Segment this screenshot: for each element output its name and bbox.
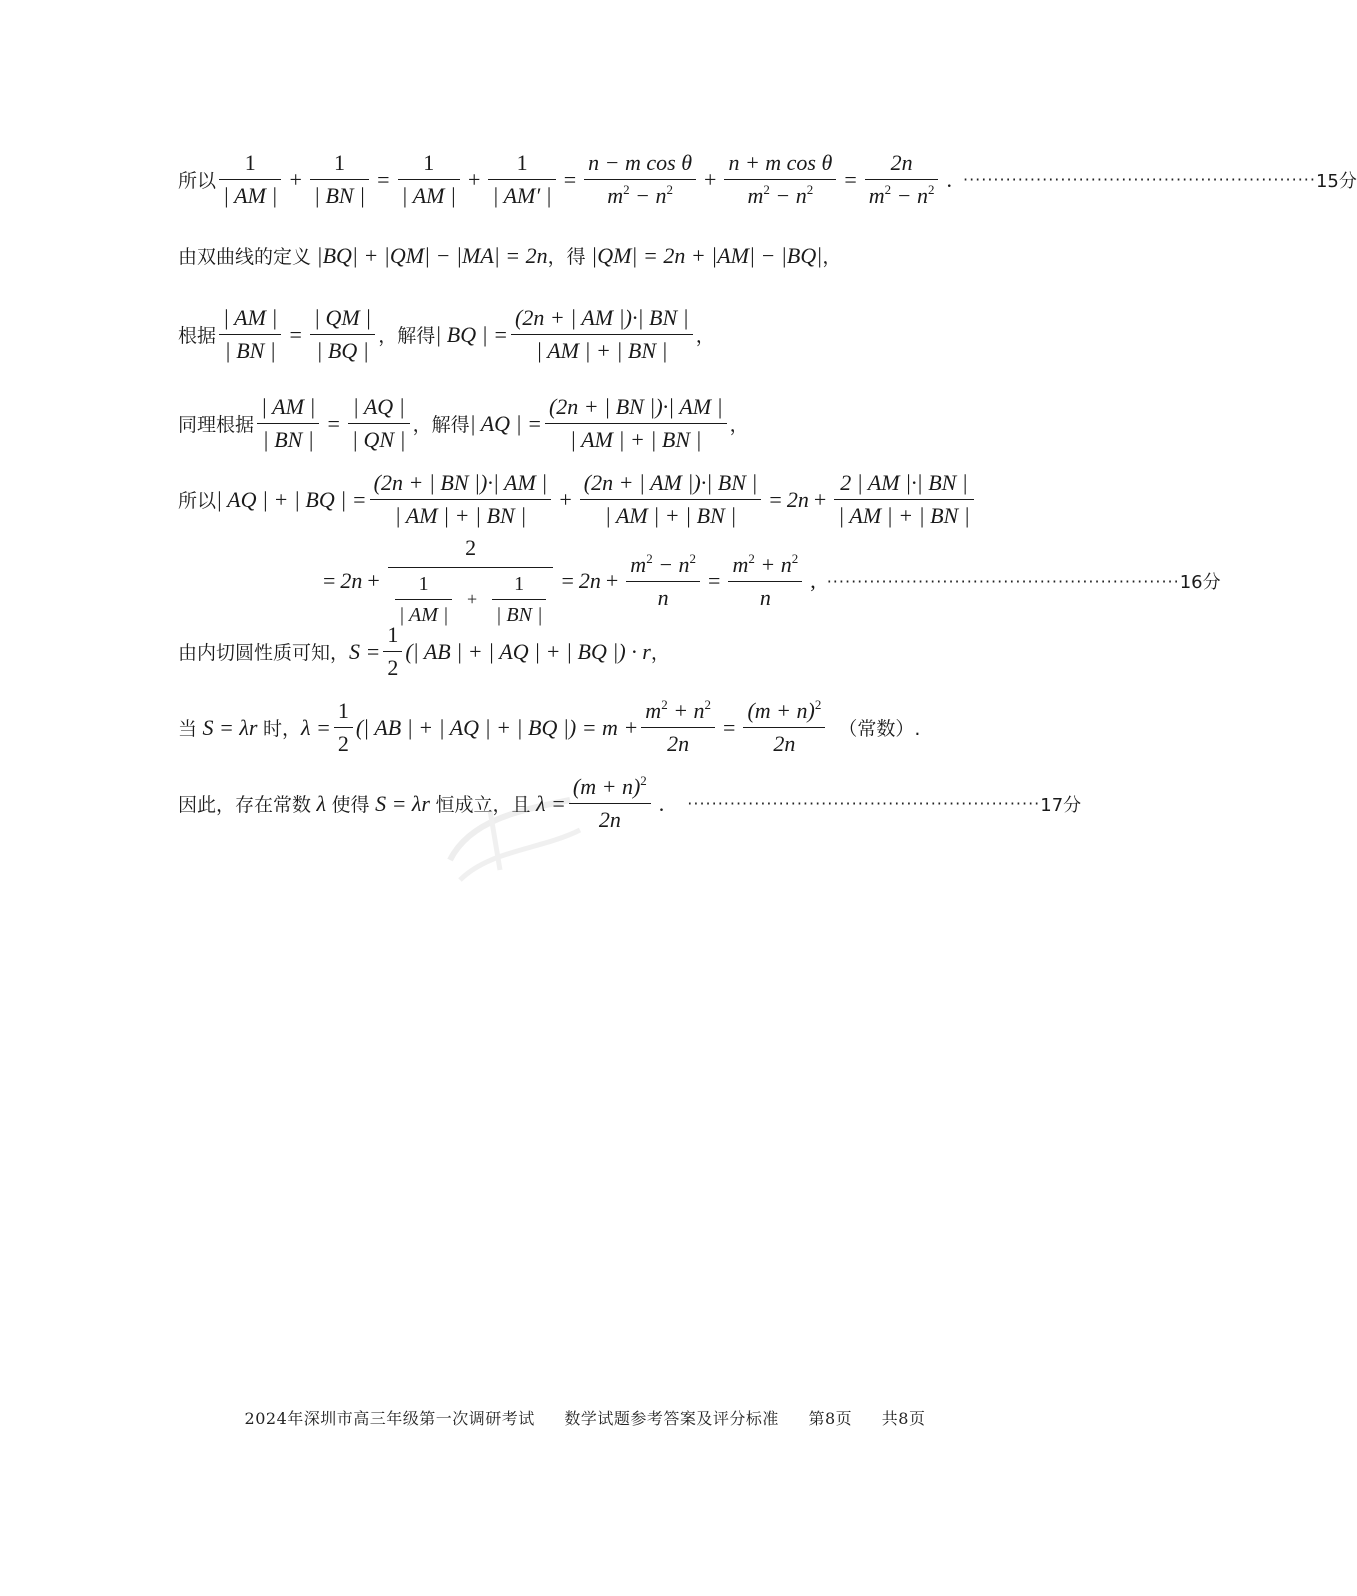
score-16: 16分: [1179, 572, 1221, 593]
footer-subject: 数学试题参考答案及评分标准: [564, 1409, 779, 1428]
equation-line-1: 所以 $\frac{1}{| AM |}$ + $\frac{1}{| BN |}$ = $\frac{1}{| AM |}$ + $\frac{1}{| AM' |}$ = $\frac{\text{n − m cos θ}}{m^2 - n^2}$ + $\frac{\text{n + m cos θ}}{m^2 - n^2}$ = $\frac{2n}{m^2 - n^2}$ . ·························································· 15分: [178, 150, 1357, 208]
footer-page-number: 第8页: [808, 1409, 853, 1428]
line-2-text3: ，: [822, 246, 842, 268]
equation-line-6: = 2n + 2 $\frac{1}{| AM |}$ + $\frac{1}{| BN |}$ = 2n + $\frac{m^2 - n^2}{n}$ = $\frac{m^2 + n^2}{n}$ , ·························································· 16分: [323, 535, 1221, 626]
page-footer: [0, 1406, 1170, 1429]
line-9-mid: 使得: [331, 794, 370, 816]
equation-line-8: 当 S = λr 时， λ = $\frac{1}{2}$ (| AB | + | AQ | + | BQ |) = m + $\frac{m^2 + n^2}{2n}$ = $\frac{(m + n)^2}{2n}$ （常数）.: [178, 697, 921, 756]
equation-line-7: 由内切圆性质可知， S = $\frac{1}{2}$ (| AB | + | AQ | + | BQ |) · r ，: [178, 622, 670, 680]
line-1-prefix: 所以: [178, 170, 217, 192]
equation-line-5: 所以 | AQ | + | BQ | = $\frac{(2n + | BN |)\cdot| AM |}{| AM | + | BN |}$ + $\frac{(2n + | AM |)\cdot| BN |}{| AM | + | BN |}$ = 2n + $\frac{2 | AM |\cdot| BN |}{| AM | + | BN |}$: [178, 470, 1010, 529]
equation-line-9: 因此，存在常数 λ 使得 S = λr 恒成立，且 λ = $\frac{(m + n)^2}{2n}$ . ·························································· 17分: [178, 773, 1082, 832]
line-2-text2: ，得: [547, 246, 586, 268]
line-5-prefix: 所以: [178, 490, 217, 512]
equation-line-4: 同理根据 $\frac{| AM |}{| BN |}$ = $\frac{| AQ |}{| QN |}$ ，解得 | AQ | = $\frac{(2n + | BN |)\cdot| AM |}{| AM | + | BN |}$ ，: [178, 394, 749, 452]
line-4-prefix: 同理根据: [178, 414, 255, 436]
line-3-mid: ，解得: [378, 325, 436, 347]
line-4-mid: ，解得: [412, 414, 470, 436]
line-7-suffix: ，: [650, 642, 670, 664]
line-2-text1: 由双曲线的定义: [178, 246, 312, 268]
line-9-prefix: 因此，存在常数: [178, 794, 312, 816]
line-8-mid: 时，: [262, 718, 301, 740]
line-7-prefix: 由内切圆性质可知，: [178, 642, 350, 664]
score-15: 15分: [1315, 170, 1357, 192]
footer-total-pages: 共8页: [881, 1409, 926, 1428]
line-8-prefix: 当: [178, 718, 198, 740]
line-3-suffix: ，: [695, 325, 715, 347]
equation-line-3: 根据 $\frac{| AM |}{| BN |}$ = $\frac{| QM |}{| BQ |}$ ，解得 | BQ | = $\frac{(2n + | AM |)\cdot| BN |}{| AM | + | BN |}$ ，: [178, 305, 715, 363]
line-8-suffix: （常数）.: [838, 718, 921, 740]
line-3-prefix: 根据: [178, 325, 217, 347]
line-9-mid2: 恒成立，且: [435, 794, 531, 816]
equation-line-2: 由双曲线的定义 |BQ| + |QM| − |MA| = 2n ，得 |QM| = 2n + |AM| − |BQ| ，: [178, 242, 842, 268]
line-4-suffix: ，: [729, 414, 749, 436]
score-17: 17分: [1040, 794, 1082, 816]
footer-exam-title: 2024年深圳市高三年级第一次调研考试: [244, 1409, 535, 1428]
